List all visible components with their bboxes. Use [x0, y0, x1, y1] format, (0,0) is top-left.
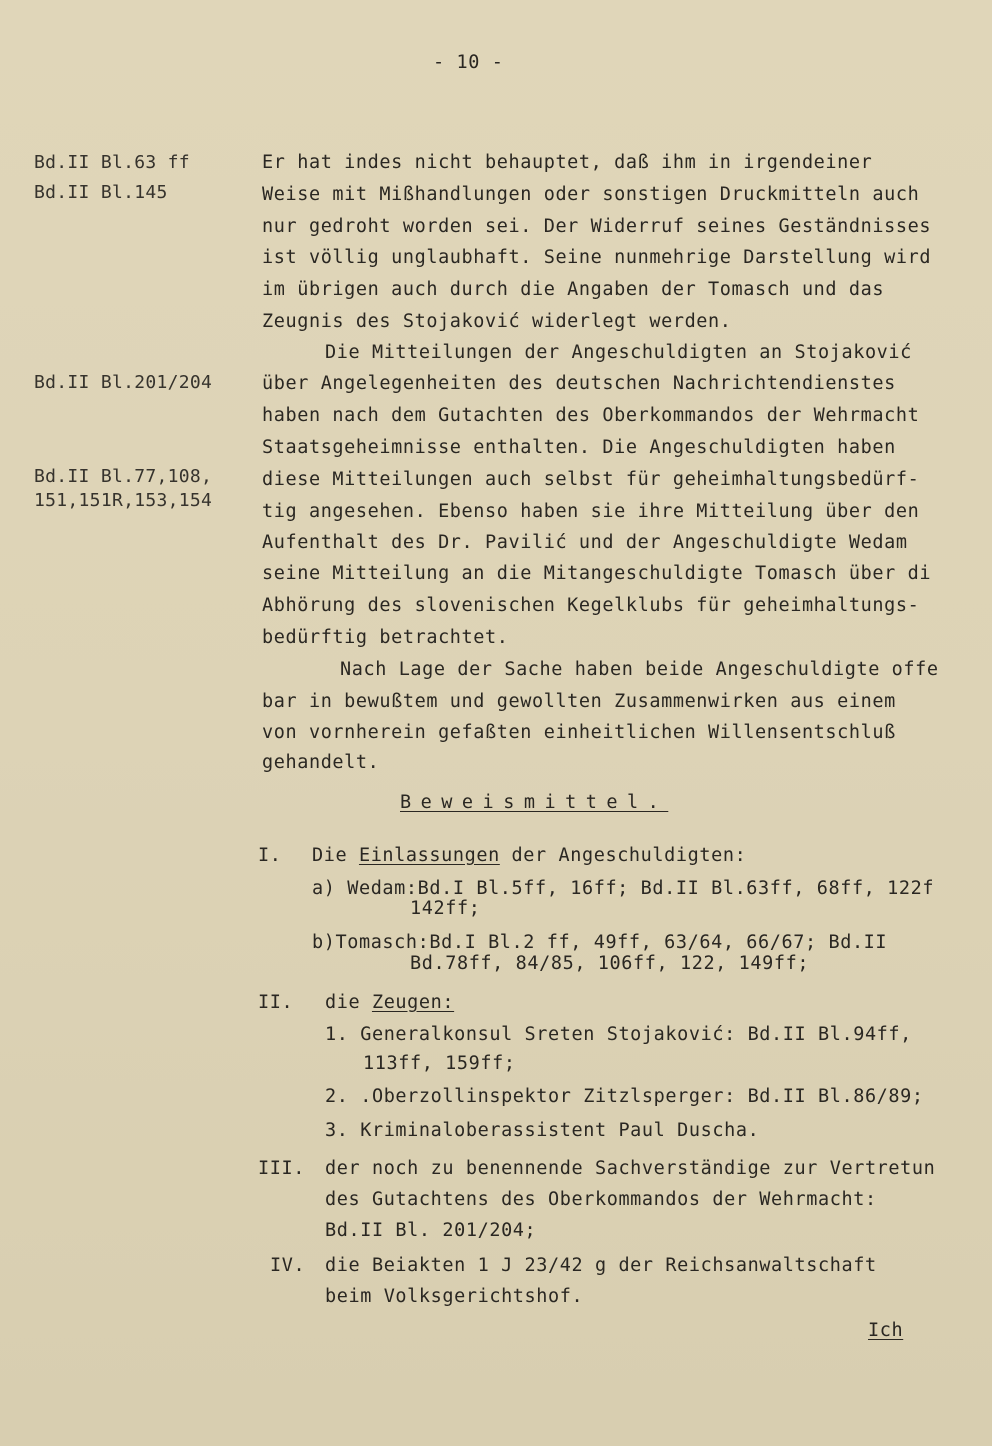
body-line: Aufenthalt des Dr. Pavilić und der Angeschuldigte Wedam [262, 532, 908, 553]
margin-ref: Bd.II Bl.77,108, [34, 466, 213, 487]
list-number: II. [258, 992, 294, 1013]
body-line: bedürftig betrachtet. [262, 627, 509, 648]
list-subitem: 1. Generalkonsul Sreten Stojaković: Bd.II Bl.94ff, [325, 1024, 912, 1045]
body-line: bar in bewußtem und gewollten Zusammenwirken aus einem [262, 691, 896, 712]
margin-ref: Bd.II Bl.201/204 [34, 372, 213, 393]
list-subitem: 113ff, 159ff; [363, 1053, 516, 1074]
body-line: im übrigen auch durch die Angaben der Tomasch und das [262, 279, 885, 300]
catchword: Ich [868, 1320, 904, 1341]
page-number: - 10 - [433, 52, 504, 73]
body-line: über Angelegenheiten des deutschen Nachrichtendienstes [262, 373, 896, 394]
margin-ref: Bd.II Bl.145 [34, 182, 168, 203]
margin-ref: 151,151R,153,154 [34, 490, 213, 511]
list-subitem: b)Tomasch:Bd.I Bl.2 ff, 49ff, 63/64, 66/67; Bd.II [312, 932, 888, 953]
body-line: Weise mit Mißhandlungen oder sonstigen Druckmitteln auch [262, 184, 920, 205]
list-subitem: 3. Kriminaloberassistent Paul Duscha. [325, 1120, 760, 1141]
list-number: IV. [270, 1255, 306, 1276]
list-subitem: 142ff; [410, 898, 481, 919]
body-line: Nach Lage der Sache haben beide Angeschuldigte offe [340, 659, 939, 680]
list-item-underlined: Einlassungen [358, 845, 500, 866]
body-line: gehandelt. [262, 752, 380, 773]
list-item [325, 992, 454, 1014]
list-subitem: der noch zu benennende Sachverständige zur Vertretun [325, 1158, 936, 1179]
body-line: Zeugnis des Stojaković widerlegt werden. [262, 311, 732, 332]
body-line: von vornherein gefaßten einheitlichen Willensentschluß [262, 722, 896, 743]
list-number: III. [258, 1158, 305, 1179]
list-item-text: der Angeschuldigten: [499, 845, 747, 866]
margin-ref: Bd.II Bl.63 ff [34, 152, 190, 173]
body-line: nur gedroht worden sei. Der Widerruf seines Geständnisses [262, 216, 932, 237]
list-item [312, 845, 746, 867]
list-subitem: beim Volksgerichtshof. [325, 1286, 584, 1307]
list-subitem: Bd.II Bl. 201/204; [325, 1220, 537, 1241]
list-item-text: Die [312, 845, 359, 866]
list-item-underlined: Zeugen: [371, 992, 455, 1013]
list-subitem: die Beiakten 1 J 23/42 g der Reichsanwaltschaft [325, 1255, 877, 1276]
list-subitem: a) Wedam:Bd.I Bl.5ff, 16ff; Bd.II Bl.63ff, 68ff, 122f [312, 878, 935, 899]
list-subitem: Bd.78ff, 84/85, 106ff, 122, 149ff; [410, 953, 810, 974]
body-line: Er hat indes nicht behauptet, daß ihm in irgendeiner [262, 152, 873, 173]
section-heading: Beweismittel. [400, 792, 669, 813]
list-item-text: die [325, 992, 372, 1013]
list-subitem: des Gutachtens des Oberkommandos der Wehrmacht: [325, 1189, 877, 1210]
body-line: ist völlig unglaubhaft. Seine nunmehrige Darstellung wird [262, 247, 932, 268]
body-line: tig angesehen. Ebenso haben sie ihre Mitteilung über den [262, 501, 920, 522]
body-line: seine Mitteilung an die Mitangeschuldigte Tomasch über di [262, 563, 932, 584]
body-line: Staatsgeheimnisse enthalten. Die Angeschuldigten haben [262, 437, 896, 458]
list-number: I. [258, 845, 282, 866]
body-line: Die Mitteilungen der Angeschuldigten an Stojaković [325, 342, 912, 363]
list-subitem: 2. .Oberzollinspektor Zitzlsperger: Bd.II Bl.86/89; [325, 1086, 924, 1107]
body-line: haben nach dem Gutachten des Oberkommandos der Wehrmacht [262, 405, 920, 426]
body-line: diese Mitteilungen auch selbst für geheimhaltungsbedürf- [262, 469, 920, 490]
body-line: Abhörung des slovenischen Kegelklubs für geheimhaltungs- [262, 595, 920, 616]
